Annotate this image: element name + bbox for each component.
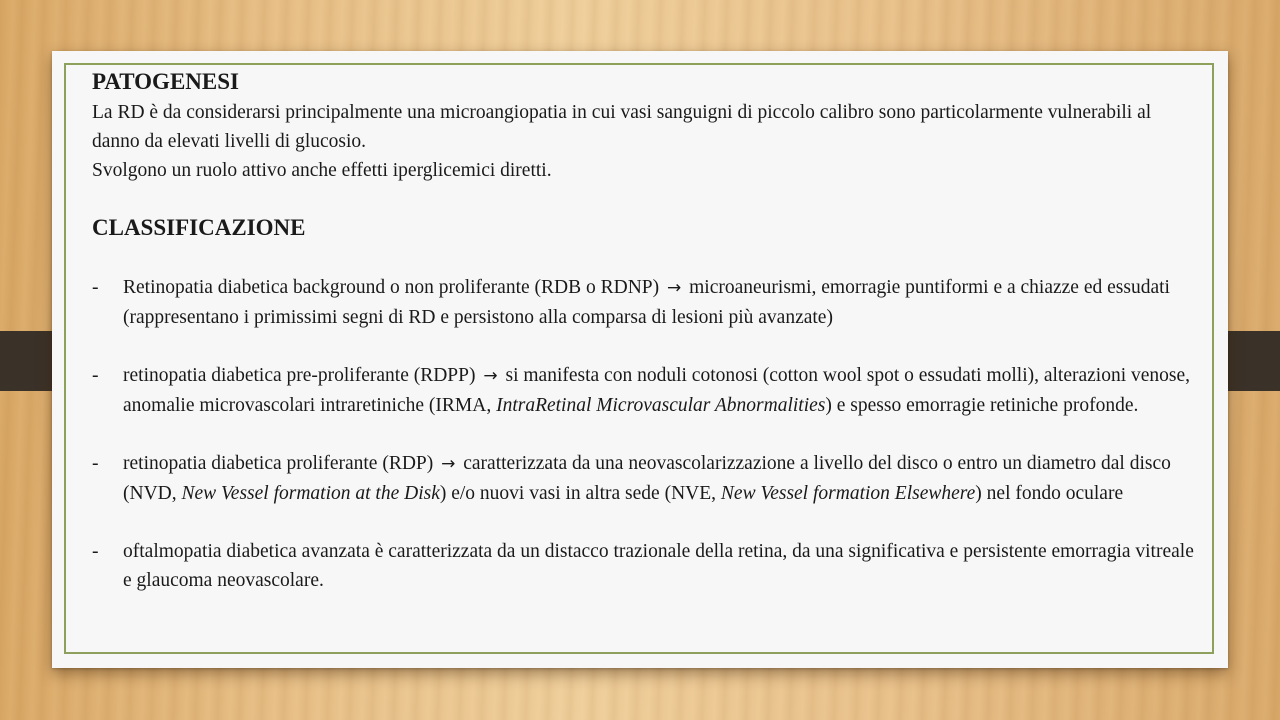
item-description-part-b: ) e/o nuovi vasi in altra sede (NVE,: [439, 483, 717, 504]
list-bullet: -: [92, 541, 99, 562]
patogenesi-heading: PATOGENESI: [92, 69, 239, 94]
item-description: oftalmopatia diabetica avanzata è caratterizzata da un distacco trazionale della retina, da una significativa e persistente emorragia vitreale e glaucoma neovascolare.: [123, 541, 1194, 591]
item-description-part-a: si manifesta con noduli cotonosi (cotton wool spot o essudati molli), alterazioni venose, anomalie microvascolari intraretiniche (IRMA,: [123, 365, 1191, 416]
item-italic-term: New Vessel formation Elsewhere: [720, 483, 976, 504]
right-arrow-icon: →: [441, 454, 456, 474]
item-italic-term: IntraRetinal Microvascular Abnormalities: [496, 395, 826, 416]
item-lead-text: retinopatia diabetica proliferante (RDP): [123, 453, 434, 474]
classification-item-advanced: [92, 537, 1202, 595]
item-italic-term: New Vessel formation at the Disk: [181, 483, 440, 504]
item-lead-text: Retinopatia diabetica background o non proliferante (RDB o RDNP): [123, 277, 660, 298]
list-bullet: -: [92, 365, 99, 386]
item-description: microaneurismi, emorragie puntiformi e a chiazze ed essudati (rappresentano i primissimi segni di RD e persistono alla comparsa di lesioni più avanzate): [123, 277, 1170, 328]
item-lead-text: retinopatia diabetica pre-proliferante (RDPP): [123, 365, 476, 386]
list-bullet: -: [92, 277, 99, 298]
item-description-part-c: ) nel fondo oculare: [975, 483, 1124, 504]
item-description-part-a: caratterizzata da una neovascolarizzazione a livello del disco o entro un diametro dal disco (NVD,: [123, 453, 1171, 504]
item-description-part-b: ) e spesso emorragie retiniche profonde.: [825, 395, 1139, 416]
classificazione-heading: CLASSIFICAZIONE: [92, 215, 306, 240]
classification-item-rdp: [92, 449, 1202, 508]
list-bullet: -: [92, 453, 99, 474]
patogenesi-paragraph-1: La RD è da considerarsi principalmente una microangiopatia in cui vasi sanguigni di piccolo calibro sono particolarmente vulnerabili al danno da elevati livelli di glucosio.: [92, 102, 1152, 152]
classification-item-rdpp: [92, 361, 1202, 420]
right-arrow-icon: →: [667, 278, 682, 298]
slide-content: [92, 66, 1202, 595]
classification-item-rdnp: [92, 273, 1202, 332]
patogenesi-paragraph-2: Svolgono un ruolo attivo anche effetti iperglicemici diretti.: [92, 160, 552, 181]
right-arrow-icon: →: [483, 366, 498, 386]
